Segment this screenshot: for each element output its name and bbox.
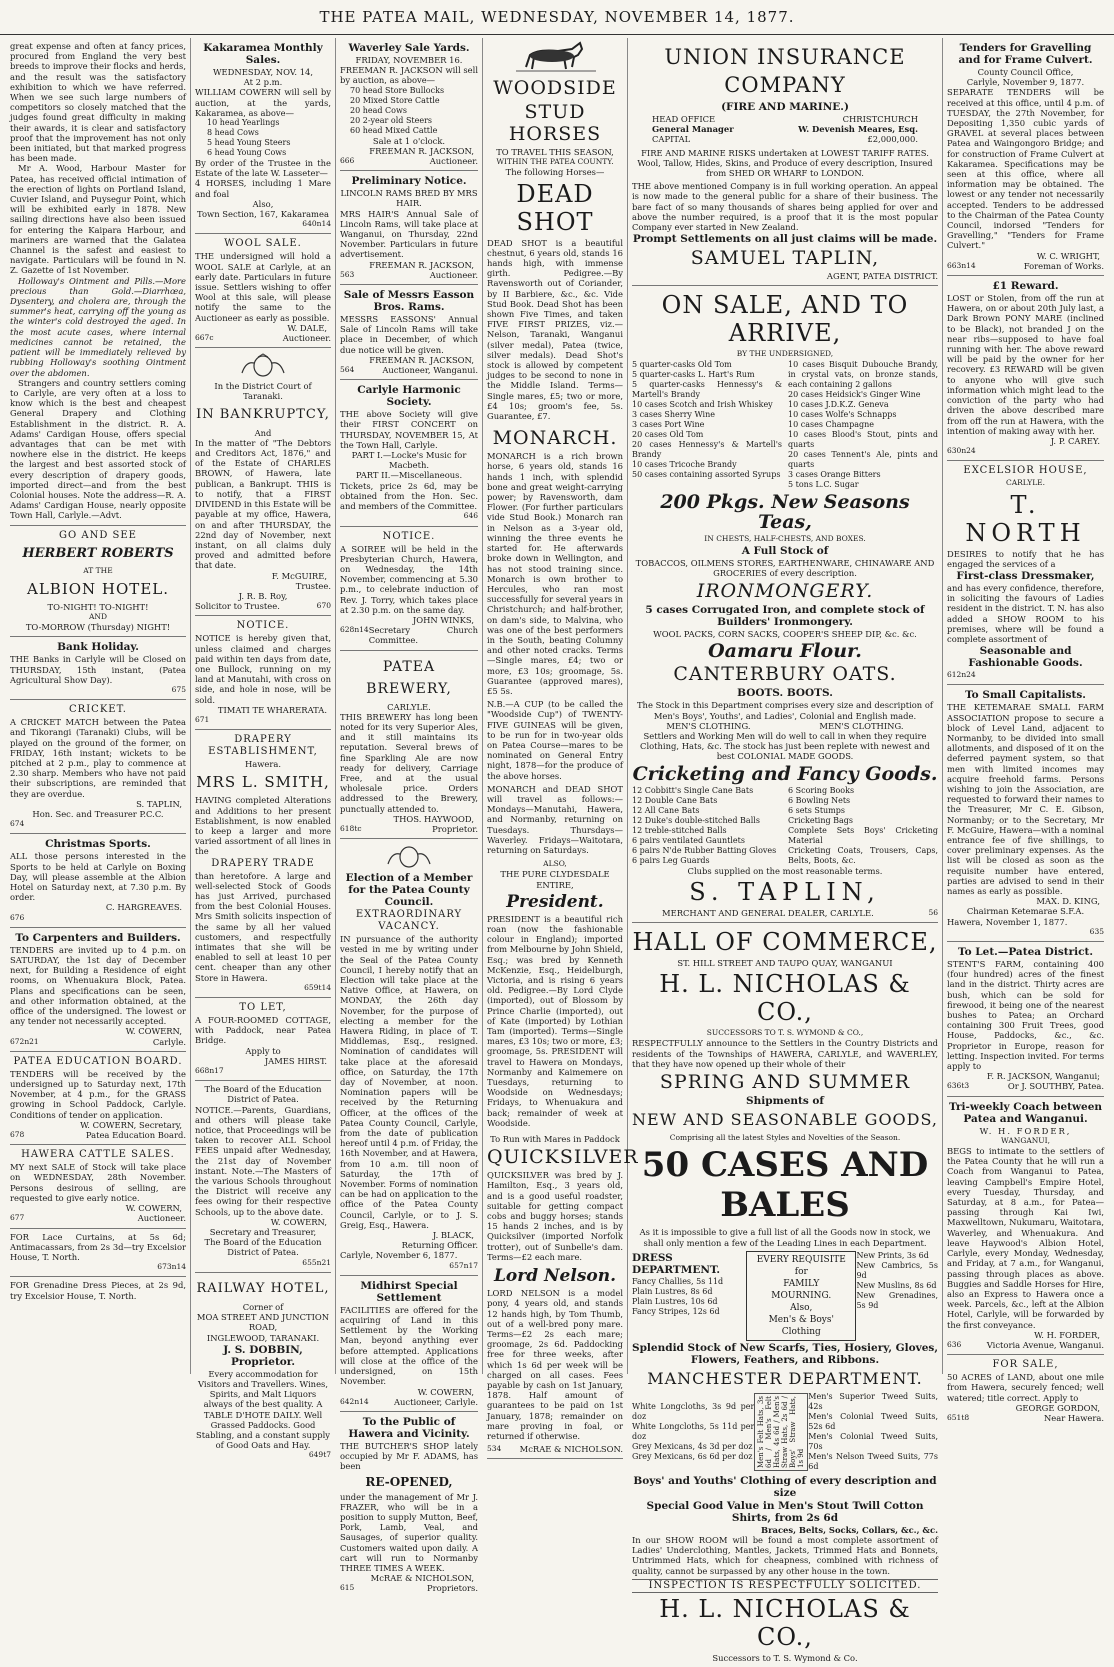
column-1 [6,38,191,1374]
drapery-ad: DRAPERY ESTABLISHMENT, Hawera. MRS L. SMITH, HAVING completed Alterations and Additions to her present Establishment, is now enabled to keep a larger and more varied assortment of all lines in the DRAPERY TRADE than heretofore. A large and well-selected Stock of Goods has just Arrived, purchased from the best Colonial Houses. Mrs Smith solicits inspection of the same by all her valued customers, and respectfully intimates that she will be enabled to sell at least 10 per cent. cheaper than any other Store in Hawera. 659t14 [195,730,331,998]
newspaper-page [6,38,1108,1663]
small-capitalists-ad: To Small Capitalists. THE KETEMARAE SMALL FARM ASSOCIATION propose to secure a block of Level Land, adjacent to Normanby, to be divided into small allotments, and disposed of it on the deferred payment system, so that men with limited incomes may acquire freehold farms. Persons wishing to join the Association, are requested to forward their names to the Treasurer, Mr C. E. Gibson, Normanby; or to the Secretary, Mr F. McGuire, Hawera—with a nominal entrance fee of five shillings, to cover preliminary expenses. As the list will be closed as soon as the requisite number have entered, parties are advised to send in their names as early as possible. MAX. D. KING, Chairman Ketemarae S.F.A. Hawera, November 1, 1877. 635 [947,685,1104,942]
wav-item: 60 head Mixed Cattle [350,125,438,135]
prints-list: New Prints, 3s 6d New Cambrics, 5s 9d New Muslins, 8s 6d New Grenadines, 5s 9d [856,1250,938,1310]
to-let-cottage-ad: TO LET, A FOUR-ROOMED COTTAGE, with Paddock, near Patea Bridge. Apply to JAMES HIRST. 668n17 [195,998,331,1081]
reward-ad: £1 Reward. LOST or Stolen, from off the run at Hawera, on or about 20th July last, a Dark Brown PONY MARE (inclined to be Black), not branded J on the near ribs—supposed to have foal running with her. The above reward will be paid by the owner for her recovery. £3 REWARD will be given to anyone who will give such information which might lead to the conviction of the party who had driven the above described mare from off the run at Hawera, with the intention of making away with her. J. P. CAREY. 630n24 [947,276,1104,461]
kak-item: 5 head Young Steers [207,138,291,148]
bankruptcy-ad: In the District Court of Taranaki. IN BANKRUPTCY, And In the matter of "The Debtors and Creditors Act, 1876," and of the Estate of CHARLES BROWN, of Hawera, late publican, a Bankrupt. THIS is to notify, that a FIRST DIVIDEND in this Estate will be payable at my office, Hawera, on and after THURSDAY, the 22nd day of November, next instant, on all claims duly proved and admitted before that date. F. McGUIRE, Trustee. J. R. B. Roy, Solicitor to Trustee. 670 [195,348,331,616]
election-ad: Election of a Member for the Patea County Council. EXTRAORDINARY VACANCY. IN pursuance of the authority vested in me by writing under the Seal of the Patea County Council, I hereby notify that an Election will take place at the Native Office, at Hawera, on MONDAY, the 26th day November, for the purpose of electing a member for the Hawera Riding, in place of T. Middlemas, Esq., resigned. Nomination of candidates will take place at the aforesaid office, on Saturday, the 17th day of November, at noon. Nomination papers will be received by the Returning Officer, at the offices of the Patea County Council, Carlyle, from the date of publication hereof until 4 p.m. of Friday, the 16th November, and at Hawera, from 10 a.m. till noon of Saturday, the 17th of November. Forms of nomination can be had on application to the office of the Patea County Council, Carlyle, or to J. S. Greig, Esq., Hawera. J. BLACK, Returning Officer. Carlyle, November 6, 1877. 657n17 [340,839,478,1276]
taplin-on-sale-ad: ON SALE, AND TO ARRIVE, BY THE UNDERSIGNED, 5 quarter-casks Old Tom 5 quarter-casks L. Hart's Rum 5 quarter-casks Hennessy's & Martell's Brandy 10 cases Scotch and Irish Whiskey 3 cases Sherry Wine 3 cases Port Wine 20 cases Old Tom 20 cases Hennessy's & Martell's Brandy 10 cases Tricoche Brandy 50 cases containing assorted Syrups 10 cases Bisquit Dubouche Brandy, in crystal vats, on bronze stands, each containing 2 gallons 20 cases Heidsick's Ginger Wine 10 cases J.D.K.Z. Geneva 10 cases Wolfe's Schnapps 10 cases Champagne 10 cases Blood's Stout, pints and quarts 20 cases Tennent's Ale, pints and quarts 3 cases Orange Bitters 5 tons L.C. Sugar 200 Pkgs. New Seasons Teas, IN CHESTS, HALF-CHESTS, AND BOXES. A Full Stock of TOBACCOS, OILMENS STORES, EARTHENWARE, CHINAWARE AND GROCERIES of every description. IRONMONGERY. 5 cases Corrugated Iron, and complete stock of Builders' Ironmongery. WOOL PACKS, CORN SACKS, COOPER'S SHEEP DIP, &c. &c. Oamaru Flour. CANTERBURY OATS. BOOTS. BOOTS. The Stock in this Department comprises every size and description of Men's Boys', Youths', and Ladies', Colonial and English made. MEN'S CLOTHING. MEN'S CLOTHING. Settlers and Working Men will do well to call in when they require Clothing, Hats, &c. The stock has just been replete with newest and best COLONIAL MADE GOODS. Cricketing and Fancy Goods. 12 Cobbitt's Single Cane Bats 12 Double Cane Bats 12 All Cane Bats 12 Duke's double-stitched Balls 12 treble-stitched Balls 6 pairs ventilated Gauntlets 6 pairs N'de Rubber Batting Gloves 6 pairs Leg Guards 6 Scoring Books 6 Bowling Nets 6 sets Stumps Cricketing Bags Complete Sets Boys' Cricketing Material Cricketing Coats, Trousers, Caps, Belts, Boots, &c. Clubs supplied on the most reasonable terms. S. TAPLIN, MERCHANT AND GENERAL DEALER, CARLYLE. 56 [632,286,938,923]
for-sale-land-ad: FOR SALE, 50 ACRES of LAND, about one mile from Hawera, securely fenced; well watered; title correct. Apply to GEORGE GORDON, 651t8 Near Hawera. [947,1359,1104,1423]
excelsior-house-ad: EXCELSIOR HOUSE, CARLYLE. T. NORTH DESIRES to notify that he has engaged the services of a First-class Dressmaker, and has every confidence, therefore, in soliciting the favours of Ladies resident in the district. T. N. has also added a SHOW ROOM to his premises, where will be found a complete assortment of Seasonable and Fashionable Goods. 612n24 [947,461,1104,685]
notice-ad: NOTICE. NOTICE is hereby given that, unless claimed and charges paid within ten days from date, one Bullock, running on my land at Manutahi, with cross on side, and hole in nose, will be sold. TIMATI TE WHARERATA. 671 [195,616,331,730]
mourning-box: EVERY REQUISITE for FAMILY MOURNING. Also, Men's & Boys' Clothing [746,1251,856,1341]
cricket-list-left: 12 Cobbitt's Single Cane Bats 12 Double Cane Bats 12 All Cane Bats 12 Duke's double-stitched Balls 12 treble-stitched Balls 6 pairs ventilated Gauntlets 6 pairs N'de Rubber Batting Gloves 6 pairs Leg Guards [632,785,777,865]
wav-item: 70 head Store Bullocks [350,85,445,95]
education-notice-ad: The Board of the Education District of Patea. NOTICE.—Parents, Guardians, and others will please take notice, that Proceedings will be taken to recover ALL School FEES unpaid after Wednesday, the 21st day of November instant. Note.—The Masters of the various Schools throughout the District will receive any fees owing for their respective Schools, up to the above date. W. COWERN, Secretary and Treasurer, The Board of the Education District of Patea. 655n21 [195,1081,331,1273]
patea-brewery-ad: PATEA BREWERY, CARLYLE. THIS BREWERY has long been noted for its very Superior Ales, and it still maintains its reputation. Several brews of fine Sparkling Ale are now ready for delivery, Carriage Free, and at the usual wholesale price. Orders addressed to the Brewery, punctually attended to. THOS. HAYWOOD, 618tc Proprietor. [340,651,478,840]
lace-curtains-ad: FOR Lace Curtains, at 5s 6d; Antimacassars, from 2s 3d—try Excelsior House, T. North. 673n14 [10,1229,186,1278]
manchester-list-right: Men's Superior Tweed Suits, 42s Men's Colonial Tweed Suits, 52s 6d Men's Colonial Tweed Suits, 70s Men's Nelson Tweed Suits, 77s 6d [808,1391,938,1471]
column-5 [628,38,943,1663]
midhirst-settlement-ad: Midhirst Special Settlement FACILITIES are offered for the acquiring of Land in this Settlement by the Working Man, beyond anything ever before attempted. Applications will close at the office of the undersigned, on 15th November. W. COWERN, 642n14 Auctioneer, Carlyle. [340,1276,478,1412]
kakaramea-sales-ad: Kakaramea Monthly Sales. WEDNESDAY, NOV. 14, At 2 p.m. WILLIAM COWERN will sell by auction, at the yards, Kakaramea, as above— 10 head Yearlings 8 head Cows 5 head Young Steers 6 head Young Cows By order of the Trustee in the Estate of the late W. Lasseter— 4 HORSES, including 1 Mare and foal Also, Town Section, 167, Kakaramea 640n14 [195,38,331,234]
butcher-shop-ad: To the Public of Hawera and Vicinity. THE BUTCHER'S SHOP lately occupied by Mr F. ADAMS, has been RE-OPENED, under the management of Mr J. FRAZER, who will be in a position to supply Mutton, Beef, Pork, Lamb, Veal, and Sausages, of superior quality. Customers waited upon daily. A cart will run to Normanby THREE TIMES A WEEK. McRAE & NICHOLSON, 615 Proprietors. [340,1415,478,1594]
hawera-cattle-ad: HAWERA CATTLE SALES. MY next SALE of Stock will take place on WEDNESDAY, 28th November. Persons desirous of selling, are requested to give early notice. W. COWERN, 677 Auctioneer. [10,1145,186,1228]
royal-arms-icon [228,353,298,379]
column-2 [191,38,336,1460]
preliminary-notice-ad: Preliminary Notice. LINCOLN RAMS BRED BY MRS HAIR. MRS HAIR'S Annual Sale of Lincoln Rams, will take place at Wanganui, on Thursday, 22nd November. Particulars in future advertisement. FREEMAN R. JACKSON, 563 Auctioneer. [340,171,478,285]
railway-hotel-ad: RAILWAY HOTEL, Corner of MOA STREET AND JUNCTION ROAD, INGLEWOOD, TARANAKI. J. S. DOBBIN, Proprietor. Every accommodation for Visitors and Travellers. Wines, Spirits, and Malt Liquors always of the best quality. A TABLE D'HOTE DAILY. Well Grassed Paddocks. Good Stabling, and a constant supply of Good Oats and Hay. 649t7 [196,1280,331,1460]
hall-of-commerce-ad: HALL OF COMMERCE, ST. HILL STREET AND TAUPO QUAY, WANGANUI H. L. NICHOLAS & CO., SUCCESSORS TO T. S. WYMOND & CO., RESPECTFULLY announce to the Settlers in the Country Districts and residents of the Townships of HAWERA, CARLYLE, and WAVERLEY, that they have now opened up their whole of their SPRING AND SUMMER Shipments of NEW AND SEASONABLE GOODS, Comprising all the latest Styles and Novelties of the Season. 50 CASES AND BALES As it is impossible to give a full list of all the Goods now in stock, we shall only mention a few of the Leading Lines in each Department. DRESS DEPARTMENT. Fancy Challies, 5s 11d Plain Lustres, 8s 6d Plain Lustres, 10s 6d Fancy Stripes, 12s 6d EVERY REQUISITE for FAMILY MOURNING. Also, Men's & Boys' Clothing New Prints, 3s 6d New Cambrics, 5s 9d New Muslins, 8s 6d New Grenadines, 5s 9d Splendid Stock of New Scarfs, Ties, Hosiery, Gloves, Flowers, Feathers, and Ribbons. MANCHESTER DEPARTMENT. White Longcloths, 3s 9d per doz White Longcloths, 5s 11d per doz Grey Mexicans, 4s 3d per doz Grey Mexicans, 6s 6d per doz Men's Felt Hats, 3s 6d / Men's Felt Hats, 4s 6d / Men's Straw Hats, 2s 6d / Boys' Straw Hats, 1s 9d Men's Superior Tweed Suits, 42s Men's Colonial Tweed Suits, 52s 6d Men's Colonial Tweed Suits, 70s Men's Nelson Tweed Suits, 77s 6d Boys' and Youths' Clothing of every description and size Special Good Value in Men's Stout Twill Cotton Shirts, from 2s 6d Braces, Belts, Socks, Collars, &c., &c. In our SHOW ROOM will be found a most complete assortment of Ladies' Underclothing, Mantles, Jackets, Trimmed Hats and Bonnets, Untrimmed Hats, which for cheapness, combined with richness of quality, cannot be surpassed by any other house in the town. INSPECTION IS RESPECTFULLY SOLICITED. H. L. NICHOLAS & CO., Successors to T. S. Wymond & Co. [632,928,938,1663]
harmonic-society-ad: Carlyle Harmonic Society. THE above Society will give their FIRST CONCERT on THURSDAY, NOVEMBER 15, At the Town Hall, Carlyle. PART I.—Locke's Music for Macbeth. PART II.—Miscellaneous. Tickets, price 2s 6d, may be obtained from the Hon. Sec. and members of the Committee. 646 [340,380,478,526]
dress-department: DRESS DEPARTMENT. Fancy Challies, 5s 11d Plain Lustres, 8s 6d Plain Lustres, 10s 6d Fancy Stripes, 12s 6d [632,1251,724,1316]
cricket-ad: CRICKET. A CRICKET MATCH between the Patea and Tikorangi (Taranaki) Clubs, will be played on the ground of the former, on FRIDAY, 16th instant; wickets to be pitched at 2 p.m., play to commence at 2.30 sharp. Members who have not paid their subscriptions, are reminded that they are overdue. S. TAPLIN, Hon. Sec. and Treasurer P.C.C. 674 [10,700,186,834]
easson-rams-ad: Sale of Messrs Easson Bros. Rams. MESSRS EASSONS' Annual Sale of Lincoln Rams will take place in December, of which due notice will be given. FREEMAN R. JACKSON, 564 Auctioneer, Wanganui. [340,285,478,380]
royal-arms-icon [374,844,444,870]
cricket-list-right: 6 Scoring Books 6 Bowling Nets 6 sets Stumps Cricketing Bags Complete Sets Boys' Cricketing Material Cricketing Coats, Trousers, Caps, Belts, Boots, &c. [788,785,938,865]
manchester-list-left: White Longcloths, 3s 9d per doz White Longcloths, 5s 11d per doz Grey Mexicans, 4s 3d per doz Grey Mexicans, 6s 6d per doz [632,1401,755,1461]
kak-item: 10 head Yearlings [207,118,280,128]
spirits-list-right: 10 cases Bisquit Dubouche Brandy, in crystal vats, on bronze stands, each containing 2 gallons 20 cases Heidsick's Ginger Wine 10 cases J.D.K.Z. Geneva 10 cases Wolfe's Schnapps 10 cases Champagne 10 cases Blood's Stout, pints and quarts 20 cases Tennent's Ale, pints and quarts 3 cases Orange Bitters 5 tons L.C. Sugar [788,359,938,489]
wav-item: 20 head Cows [350,105,407,115]
carpenters-ad: To Carpenters and Builders. TENDERS are invited up to 4 p.m. on SATURDAY, the 1st day of December next, for Building a Residence of eight rooms, on Whenuakura Block, Patea. Plans and specifications can be seen, and other information obtained, at the office of the undersigned. The lowest or any tender not necessarily accepted. W. COWERN, 672n21 Carlyle. [10,928,186,1052]
albion-hotel-ad: GO AND SEE HERBERT ROBERTS AT THE ALBION HOTEL. TO-NIGHT! TO-NIGHT! AND TO-MORROW (Thursday) NIGHT! [10,526,186,638]
news-block: great expense and often at fancy prices, procured from England the very best breeds to improve their flocks and herds, and the result was the satisfactory exhibition to which we have referred. When we see such large numbers of competitors so closely matched that the judges found great difficulty in making their awards, it is clear and satisfactory proof that the improvement has not only been initiated, but that marked progress has been made. Mr A. Wood, Harbour Master for Patea, has received official intimation of the erection of lights on Portland Island, Cuvier Island, and Puysegur Point, which will be exhibited early in 1878. New sailing directions have also been issued for entering the Kaipara Harbour, and mariners are warned that the Galatea Channel is the safest and easiest to navigate. Particulars will be found in N. Z. Gazette of 1st November. Holloway's Ointment and Pills.—More precious than Gold.—Diarrhœa, Dysentery, and cholera are, through the summer's heat, carrying off the young as the winter's cold destroyed the aged. In the most acute cases, where internal medicines cannot be retained, the patient will be immediately relieved by rubbing Holloway's soothing Ointment over the abdomen. Strangers and country settlers coming to Carlyle, are very often at a loss to know which is the best and cheapest General Drapery and Clothing Establishment in the district. R. A. Adams' Cardigan House, offers special advantages that can be met with nowhere else in the district. He keeps the largest and best assorted stock of every description of drapery goods, imported direct—and from the best Colonial houses. Note the address—R. A. Adams' Cardigan House, nearly opposite Town Hall, Carlyle.—Advt. [10,38,186,526]
column-4 [483,38,639,1455]
horse-icon [508,41,603,75]
wool-sale-ad: WOOL SALE. THE undersigned will hold a WOOL SALE at Carlyle, at an early date. Particulars in future issue. Settlers wishing to offer Wool at this sale, will please notify the same to the Auctioneer as early as possible. W. DALE, 667c Auctioneer. [195,234,331,348]
gravelling-tenders-ad: Tenders for Gravelling and for Frame Culvert. County Council Office, Carlyle, November 9, 1877. SEPARATE TENDERS will be received at this office, until 4 p.m. of TUESDAY, the 27th November, for Depositing 1,350 cubic yards of GRAVEL at several places between Patea and Waingongoro Bridge; and for construction of Frame Culvert at Kakaramea. Specifications may be seen at this office, where all information may be obtained. The lowest or any tender not necessarily accepted. Tenders to be addressed to the Chairman of the Patea County Council, indorsed "Tenders for Gravelling," "Tenders for Frame Culvert." W. C. WRIGHT, 663n14 Foreman of Works. [947,38,1104,276]
column-3 [336,38,483,1594]
union-insurance-ad: UNION INSURANCE COMPANY (FIRE AND MARINE.) HEAD OFFICE CHRISTCHURCH General Manager W. Devenish Meares, Esq. CAPITAL £2,000,000. FIRE AND MARINE RISKS undertaken at LOWEST TARIFF RATES. Wool, Tallow, Hides, Skins, and Produce of every description, Insured from SHED OR WHARF to LONDON. THE above mentioned Company is in full working operation. An appeal is now made to the general public for a share of their business. The bare fact of so many thousands of shares being applied for over and above the number required, is a proof that it is the most popular Company ever started in New Zealand. Prompt Settlements on all just claims will be made. SAMUEL TAPLIN, AGENT, PATEA DISTRICT. [632,38,938,286]
grenadine-ad: FOR Grenadine Dress Pieces, at 2s 9d, try Excelsior House, T. North. [10,1280,186,1301]
waverley-sale-ad: Waverley Sale Yards. FRIDAY, NOVEMBER 16. FREEMAN R. JACKSON will sell by auction, as above— 70 head Store Bullocks 20 Mixed Store Cattle 20 head Cows 20 2-year old Steers 60 head Mixed Cattle Sale at 1 o'clock. FREEMAN R. JACKSON, 666 Auctioneer. [340,38,478,171]
education-board-ad: PATEA EDUCATION BOARD. TENDERS will be received by the undersigned up to Saturday next, 17th November, at 4 p.m., for the GRASS growing in School Paddock, Carlyle. Conditions of tender on application. W. COWERN, Secretary, 678 Patea Education Board. [10,1052,186,1145]
christmas-sports-ad: Christmas Sports. ALL those persons interested in the Sports to be held at Carlyle on Boxing Day, will please assemble at the Albion Hotel on Saturday next, at 7.30 p.m. By order. C. HARGREAVES. 676 [10,834,186,927]
wav-item: 20 Mixed Store Cattle [350,95,440,105]
to-let-farm-ad: To Let.—Patea District. STENT'S FARM, containing 400 (four hundred) acres of the finest land in the district. Thirty acres are bush, which can be sold for firewood, it being one of the nearest bushes to Patea; an Orchard containing 300 Fruit Trees, good House, Paddocks, &c., &c. Proprietor in Europe, reason for letting. Inspection invited. For terms apply to F. R. JACKSON, Wanganui; 636t3 Or J. SOUTHBY, Patea. [947,942,1104,1097]
soiree-notice-ad: NOTICE. A SOIREE will be held in the Presbyterian Church, Hawera, on Wednesday, the 14th November, commencing at 5.30 p.m., to celebrate induction of Rev. J. Torry, which takes place at 2.30 p.m. on the same day. JOHN WINKS, 628n14 Secretary Church Committee. [340,527,478,651]
wav-item: 20 2-year old Steers [350,115,433,125]
kak-item: 8 head Cows [207,128,259,138]
kak-item: 6 head Young Cows [207,148,287,158]
spirits-list-left: 5 quarter-casks Old Tom 5 quarter-casks L. Hart's Rum 5 quarter-casks Hennessy's & Martell's Brandy 10 cases Scotch and Irish Whiskey 3 cases Sherry Wine 3 cases Port Wine 20 cases Old Tom 20 cases Hennessy's & Martell's Brandy 10 cases Tricoche Brandy 50 cases containing assorted Syrups [632,359,782,479]
woodside-stud-ad: WOODSIDE STUD HORSES TO TRAVEL THIS SEASON, WITHIN THE PATEA COUNTY. The following Horses— DEAD SHOT DEAD SHOT is a beautiful chestnut, 6 years old, stands 16 hands high, with immense girth. Pedigree.—By Ravensworth out of Coriander, by II Barbiere, &c., &c. Vide Stud Book. Dead Shot has been shown Five Times, and taken FIVE FIRST PRIZES, viz.—Nelson, Taranaki, Wanganui (silver medal), Patea (twice, silver medals). Dead Shot's stock is allowed by competent judges to be second to none in the Middle Island. Terms—Single mares, £5; two or more, £4 10s; groom's fee, 5s. Guarantee, £7. MONARCH. MONARCH is a rich brown horse, 6 years old, stands 16 hands 1 inch, with splendid bone and great weight-carrying power; by Ravensworth, dam Flower. (For further particulars vide Stud Book.) Monarch ran in Nelson as a 3-year old, winning the three events he started for. He afterwards broke down in Wellington, and has not stood training since. Monarch is own brother to Hercules, who ran most successfully for several years in Christchurch; and half-brother, on dam's side, to Malvina, who was one of the best performers in the South, beating Columny and other noted cracks. Terms—Single mares, £4; two or more, £3 10s; groomage, 5s. Guarantee (approved mares), £5 5s. N.B.—A CUP (to be called the "Woodside Cup") of TWENTY-FIVE GUINEAS will be given, to be run for in two-year olds on Patea Course—mares to be nominated on General Entry night, 1878—for the produce of the above horses. MONARCH and DEAD SHOT will travel as follows:— Mondays—Manutahi, Hawera, and Normanby, returning on Tuesdays. Thursdays—Waverley. Fridays—Waitotara, returning on Saturdays. ALSO, THE PURE CLYDESDALE ENTIRE, President. PRESIDENT is a beautiful rich roan (now the fashionable colour in England); imported from Melbourne by John Shield, Esq.; was bred by Kenneth McKenzie, Esq., Heidelburgh, Victoria, and is rising 6 years old. Pedigree.—By Lord Clyde (imported), out of Blossom by Prince Charlie (imported), out of Kate (imported) by Lothian Tam (imported). Terms—Single mares, £3 10s; two or more, £3; groomage, 5s. PRESIDENT will travel to Hawera on Mondays, Normanby and Kaimemere on Tuesdays, returning to Woodside on Wednesdays; Fridays, to Whenuakura and back; remainder of week at Woodside. To Run with Mares in Paddock QUICKSILVER QUICKSILVER was bred by J. Hamilton, Esq., 3 years old, and is a good useful roadster, suitable for getting compact cobs and buggy horses; stands 15 hands 2 inches, and is by Quicksilver (imported Norfolk trotter), out of Sunbelle's dam. Terms—£2 each mare. Lord Nelson. LORD NELSON is a model pony, 4 years old, and stands 12 hands high, by Tom Thumb, out of a well-bred pony mare. Terms—£2 2s each mare; groomage, 2s 6d. Paddocking free for three weeks, after which 1s 6d per week will be charged on all cases. Fees payable by cash on 1st January, 1878. Half amount of guarantees to be paid on 1st January, 1878; remainder on mare proving in foal, or returned if otherwise. 534 McRAE & NICHOLSON. [487,38,623,1459]
masthead: THE PATEA MAIL, WEDNESDAY, NOVEMBER 14, 1877. [0,8,1114,35]
column-6 [943,38,1108,1423]
coach-ad: Tri-weekly Coach between Patea and Wanganui. W. H. FORDER, WANGANUI, BEGS to intimate to the settlers of the Patea County that he will run a Coach from Wanganui to Patea, leaving Campbell's Empire Hotel, every Tuesday, Thursday, and Saturday, at 8 a.m., for Patea—passing through Kai Iwi, Maxwelltown, Nukumaru, Waitotara, Waverley, and Whenuakura. And leave Haywood's Albion Hotel, Carlyle, every Monday, Wednesday, and Friday, at 7 a.m., for Wanganui, passing through places as above. Buggies and Saddle Horses for Hire, also an Express to Hawera once a week. Parcels, &c., left at the Albion Hotel, Carlyle, will be forwarded by the first conveyance. W. H. FORDER, 636 Victoria Avenue, Wanganui. [947,1097,1104,1355]
bank-holiday-ad: Bank Holiday. THE Banks in Carlyle will be Closed on THURSDAY, 15th instant, (Patea Agricultural Show Day). 675 [10,637,186,700]
hats-box: Men's Felt Hats, 3s 6d / Men's Felt Hats, 4s 6d / Men's Straw Hats, 2s 6d / Boys' Straw Hats, 1s 9d [754,1393,808,1471]
